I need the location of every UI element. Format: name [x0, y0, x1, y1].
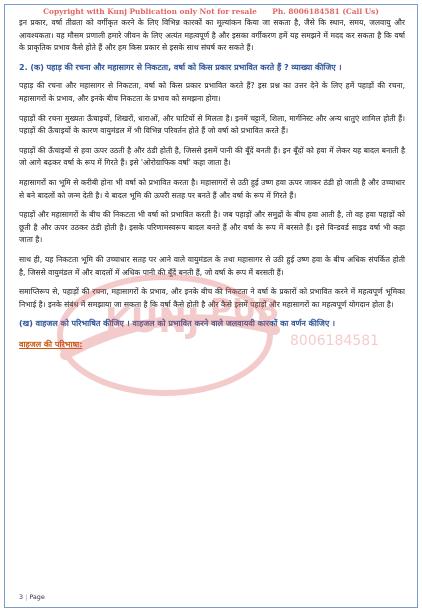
svg-text:PUB: PUB — [210, 293, 280, 328]
question-2a-heading: 2. (क) पहाड़ की रचना और महासागर से निकटता, वर्षा को किस प्रकार प्रभावित करते हैं ? व्याख्या कीजिए । — [19, 62, 342, 72]
contact-phone: Ph. 8006184581 (Call Us) — [272, 7, 379, 16]
paragraph-atmosphere-contact: साथ ही, यह निकटता भूमि की उच्चाधार सतह पर आने वाले वायुमंडल के तथा महासागर से उठी हुई उष्ण हवा के बीच अधिक संपर्कित होती है, जिससे वायुमंडल में और बादलों में अधिक पानी की बूँदें बनती हैं, जो वर्षा के रूप में बरसती हैं। — [19, 254, 405, 277]
document-page — [4, 4, 418, 608]
paragraph-ocean-proximity: महासागरों का भूमि से करीबी होना भी वर्षा को प्रभावित करता है। महासागरों से उठी हुई उष्ण हवा ऊपर जाकर ठंडी हो जाती है और उच्चाधार से बने बादलों को जन्म देती है। ये बादल भूमि की ऊपरी सतह पर बनते हैं और वर्षा के रूप में गिरते हैं। — [19, 177, 405, 200]
svg-text:KUNJ: KUNJ — [105, 301, 200, 341]
copyright-notice: Copyright with Kunj Publication only Not for resale — [43, 7, 257, 16]
definition-subheading: वाहजल की परिभाषा: — [19, 339, 83, 349]
paragraph-orographic-rain: पहाड़ों की ऊँचाइयों से हवा ऊपर उठती है और ठंडी होती है, जिससे इसमें पानी की बूँदें बनती हैं। इन बूँदों को हवा में लेकर यह बादल बनाती है जो आगे बढ़कर वर्षा के रूप में गिरते हैं। इसे 'ओरोग्राफिक वर्षा' कहा जाता है। — [19, 145, 405, 168]
svg-text:8006184581: 8006184581 — [290, 333, 380, 349]
page-footer — [19, 593, 45, 601]
page-header — [5, 5, 417, 17]
page-content — [5, 17, 417, 351]
paragraph-mountain-structure: पहाड़ों की रचना मुख्यतः ऊँचाइयों, शिखरों, धाराओं, और घाटियों से मिलता है। इनमें चट्टानें, शिला, मार्गनिस्ट और अन्य धातुएं शामिल होती हैं। पहाड़ों की ऊँचाइयों के कारण वायुमंडल में भी विभिन्न परिवर्तन होते हैं जो वर्षा को प्रभावित करते हैं। — [19, 113, 405, 136]
paragraph-intro: पहाड़ की रचना और महासागर से निकटता, वर्षा को किस प्रकार प्रभावित करते हैं? इस प्रश्न का उत्तर देने के लिए हमें पहाड़ों की रचना, महासागरों के प्रभाव, और इनके बीच निकटता के प्रभाव को समझना होगा। — [19, 81, 405, 103]
paragraph-rainfall-intensity: इन प्रकार, वर्षा तीव्रता को वर्गीकृत करने के लिए विभिन्न कारकों का मूल्यांकन किया जा सकता है, जैसे कि स्थान, समय, जलवायु और आवश्यकता। यह मौसम प्रणाली हमारे जीवन के लिए अत्यंत महत्वपूर्ण है और इसका वर्गीकरण हमें यह समझने में मदद कर सकता है कि वर्षा के प्राकृतिक प्रभाव कैसे होते हैं और हम किस प्रकार से इसके साथ संघर्ष कर सकते हैं। — [19, 18, 405, 53]
paragraph-windward-rain: पहाड़ों और महासागरों के बीच की निकटता भी वर्षा को प्रभावित करती है। जब पहाड़ों और समुद्रों के बीच हवा आती है, तो वह हवा पहाड़ों को छूती है और ऊपर उठकर ठंडी होती है। इसके परिणामस्वरूप बादल बनते हैं और वर्षा के रूप में बरसते हैं। इसे विन्डवर्ड साइड वर्षा भी कहा जाता है। — [19, 210, 405, 245]
page-label: Page — [29, 593, 45, 601]
page-number: 3 — [19, 593, 24, 601]
footer-separator: | — [25, 593, 28, 601]
question-2b-heading: (ख) वाहजल को परिभाषित कीजिए । वाहजल को प्रभावित करने वाले जलवायवी कारकों का वर्णन कीजिए । — [19, 319, 336, 329]
paragraph-conclusion: समाप्तिरूप से, पहाड़ों की रचना, महासागरों के प्रभाव, और इनके बीच की निकटता ने वर्षा के प्रकारों को प्रभावित करने में महत्वपूर्ण भूमिका निभाई है। इनके संबंध में समझाया जा सकता है कि वर्षा कैसे होती है और कैसे इसमें पहाड़ों और महासागरों का महत्वपूर्ण योगदान होता है। — [19, 287, 405, 309]
